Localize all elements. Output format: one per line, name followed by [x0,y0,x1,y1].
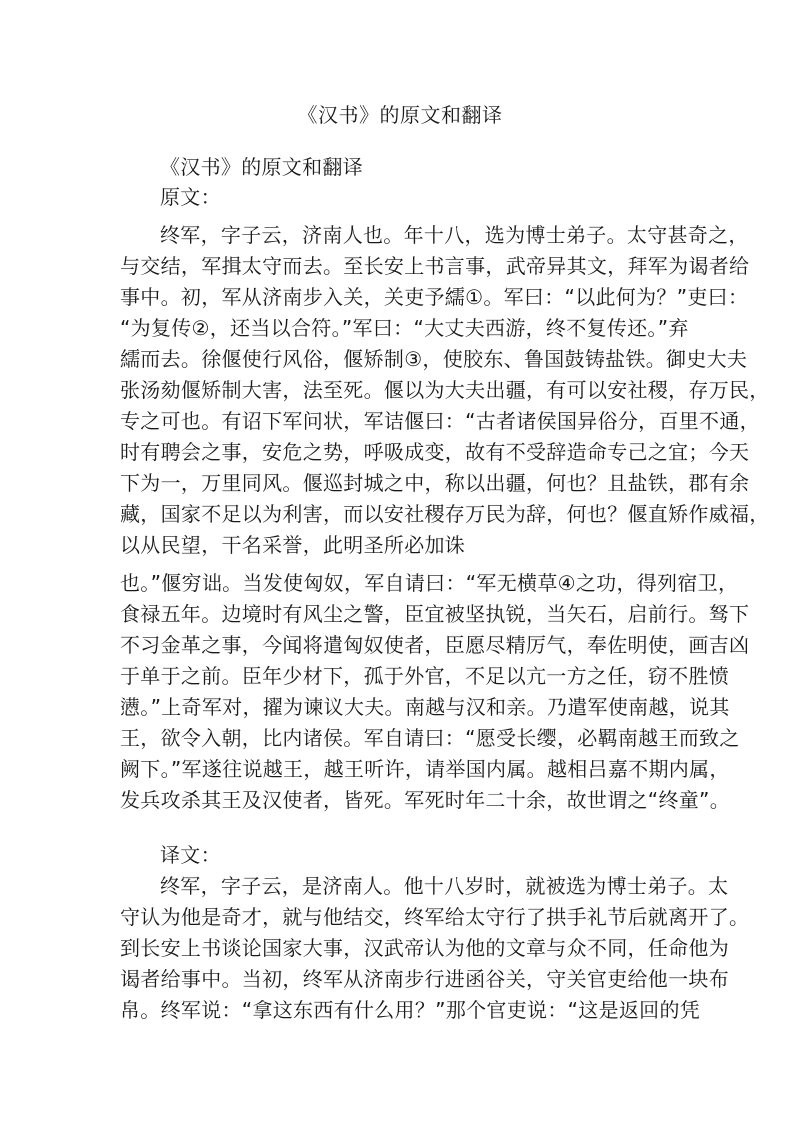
original-line: 于单于之前。臣年少材下，孤于外官，不足以亢一方之任，窃不胜愤 [120,664,729,688]
original-heading: 原文： [160,185,221,209]
original-line: 发兵攻杀其王及汉使者，皆死。军死时年二十余，故世谓之“终童”。 [120,788,731,812]
original-line: 下为一，万里同风。偃巡封城之中，称以出疆，何也？且盐铁，郡有余 [120,471,750,495]
translation-line: 守认为他是奇才，就与他结交，终军给太守行了拱手礼节后就离开了。 [120,905,750,929]
original-line: 张汤劾偃矫制大害，法至死。偃以为大夫出疆，有可以安社稷，存万民， [120,378,770,402]
original-line: 不习金革之事，今闻将遣匈奴使者，臣愿尽精厉气，奉佐明使，画吉凶 [120,633,750,657]
original-line: 阙下。”军遂往说越王，越王听许，请举国内属。越相吕嘉不期内属， [120,757,730,781]
original-line: 王，欲令入朝，比内诸侯。军自请曰：“愿受长缨，必羁南越王而致之 [120,726,740,750]
original-line: 终军，字子云，济南人也。年十八，选为博士弟子。太守甚奇之， [160,223,749,247]
original-line: 藏，国家不足以为利害，而以安社稷存万民为辞，何也？偃直矫作威福， [120,502,770,526]
original-line: 专之可也。有诏下军问状，军诘偃曰：“古者诸侯国异俗分，百里不通， [120,409,760,433]
original-line: 以从民望，干名采誉，此明圣所必加诛 [120,533,466,557]
translation-line: 终军，字子云，是济南人。他十八岁时，就被选为博士弟子。太 [160,874,729,898]
translation-line: 谒者给事中。当初，终军从济南步行进函谷关，守关官吏给他一块布 [120,967,729,991]
original-line: 也。”偃穷诎。当发使匈奴，军自请曰：“军无横草④之功，得列宿卫， [120,571,739,595]
original-line: 事中。初，军从济南步入关，关吏予繻①。军曰：“以此何为？”吏曰： [120,285,749,309]
subtitle: 《汉书》的原文和翻译 [160,155,363,179]
original-line: 与交结，军揖太守而去。至长安上书言事，武帝异其文，拜军为谒者给 [120,254,750,278]
original-line: 繻而去。徐偃使行风俗，偃矫制③，使胶东、鲁国鼓铸盐铁。御史大夫 [120,347,748,371]
original-line: “为复传②，还当以合符。”军曰：“大丈夫西游，终不复传还。”弃 [120,316,689,340]
document-title: 《汉书》的原文和翻译 [297,103,503,127]
translation-line: 到长安上书谈论国家大事，汉武帝认为他的文章与众不同，任命他为 [120,936,729,960]
translation-heading: 译文： [160,843,221,867]
original-line: 懑。”上奇军对，擢为谏议大夫。南越与汉和亲。乃遣军使南越，说其 [120,695,730,719]
original-line: 时有聘会之事，安危之势，呼吸成变，故有不受辞造命专己之宜；今天 [120,440,750,464]
original-line: 食禄五年。边境时有风尘之警，臣宜被坚执锐，当矢石，启前行。驽下 [120,602,750,626]
translation-line: 帛。终军说：“拿这东西有什么用？”那个官吏说：“这是返回的凭 [120,998,701,1022]
